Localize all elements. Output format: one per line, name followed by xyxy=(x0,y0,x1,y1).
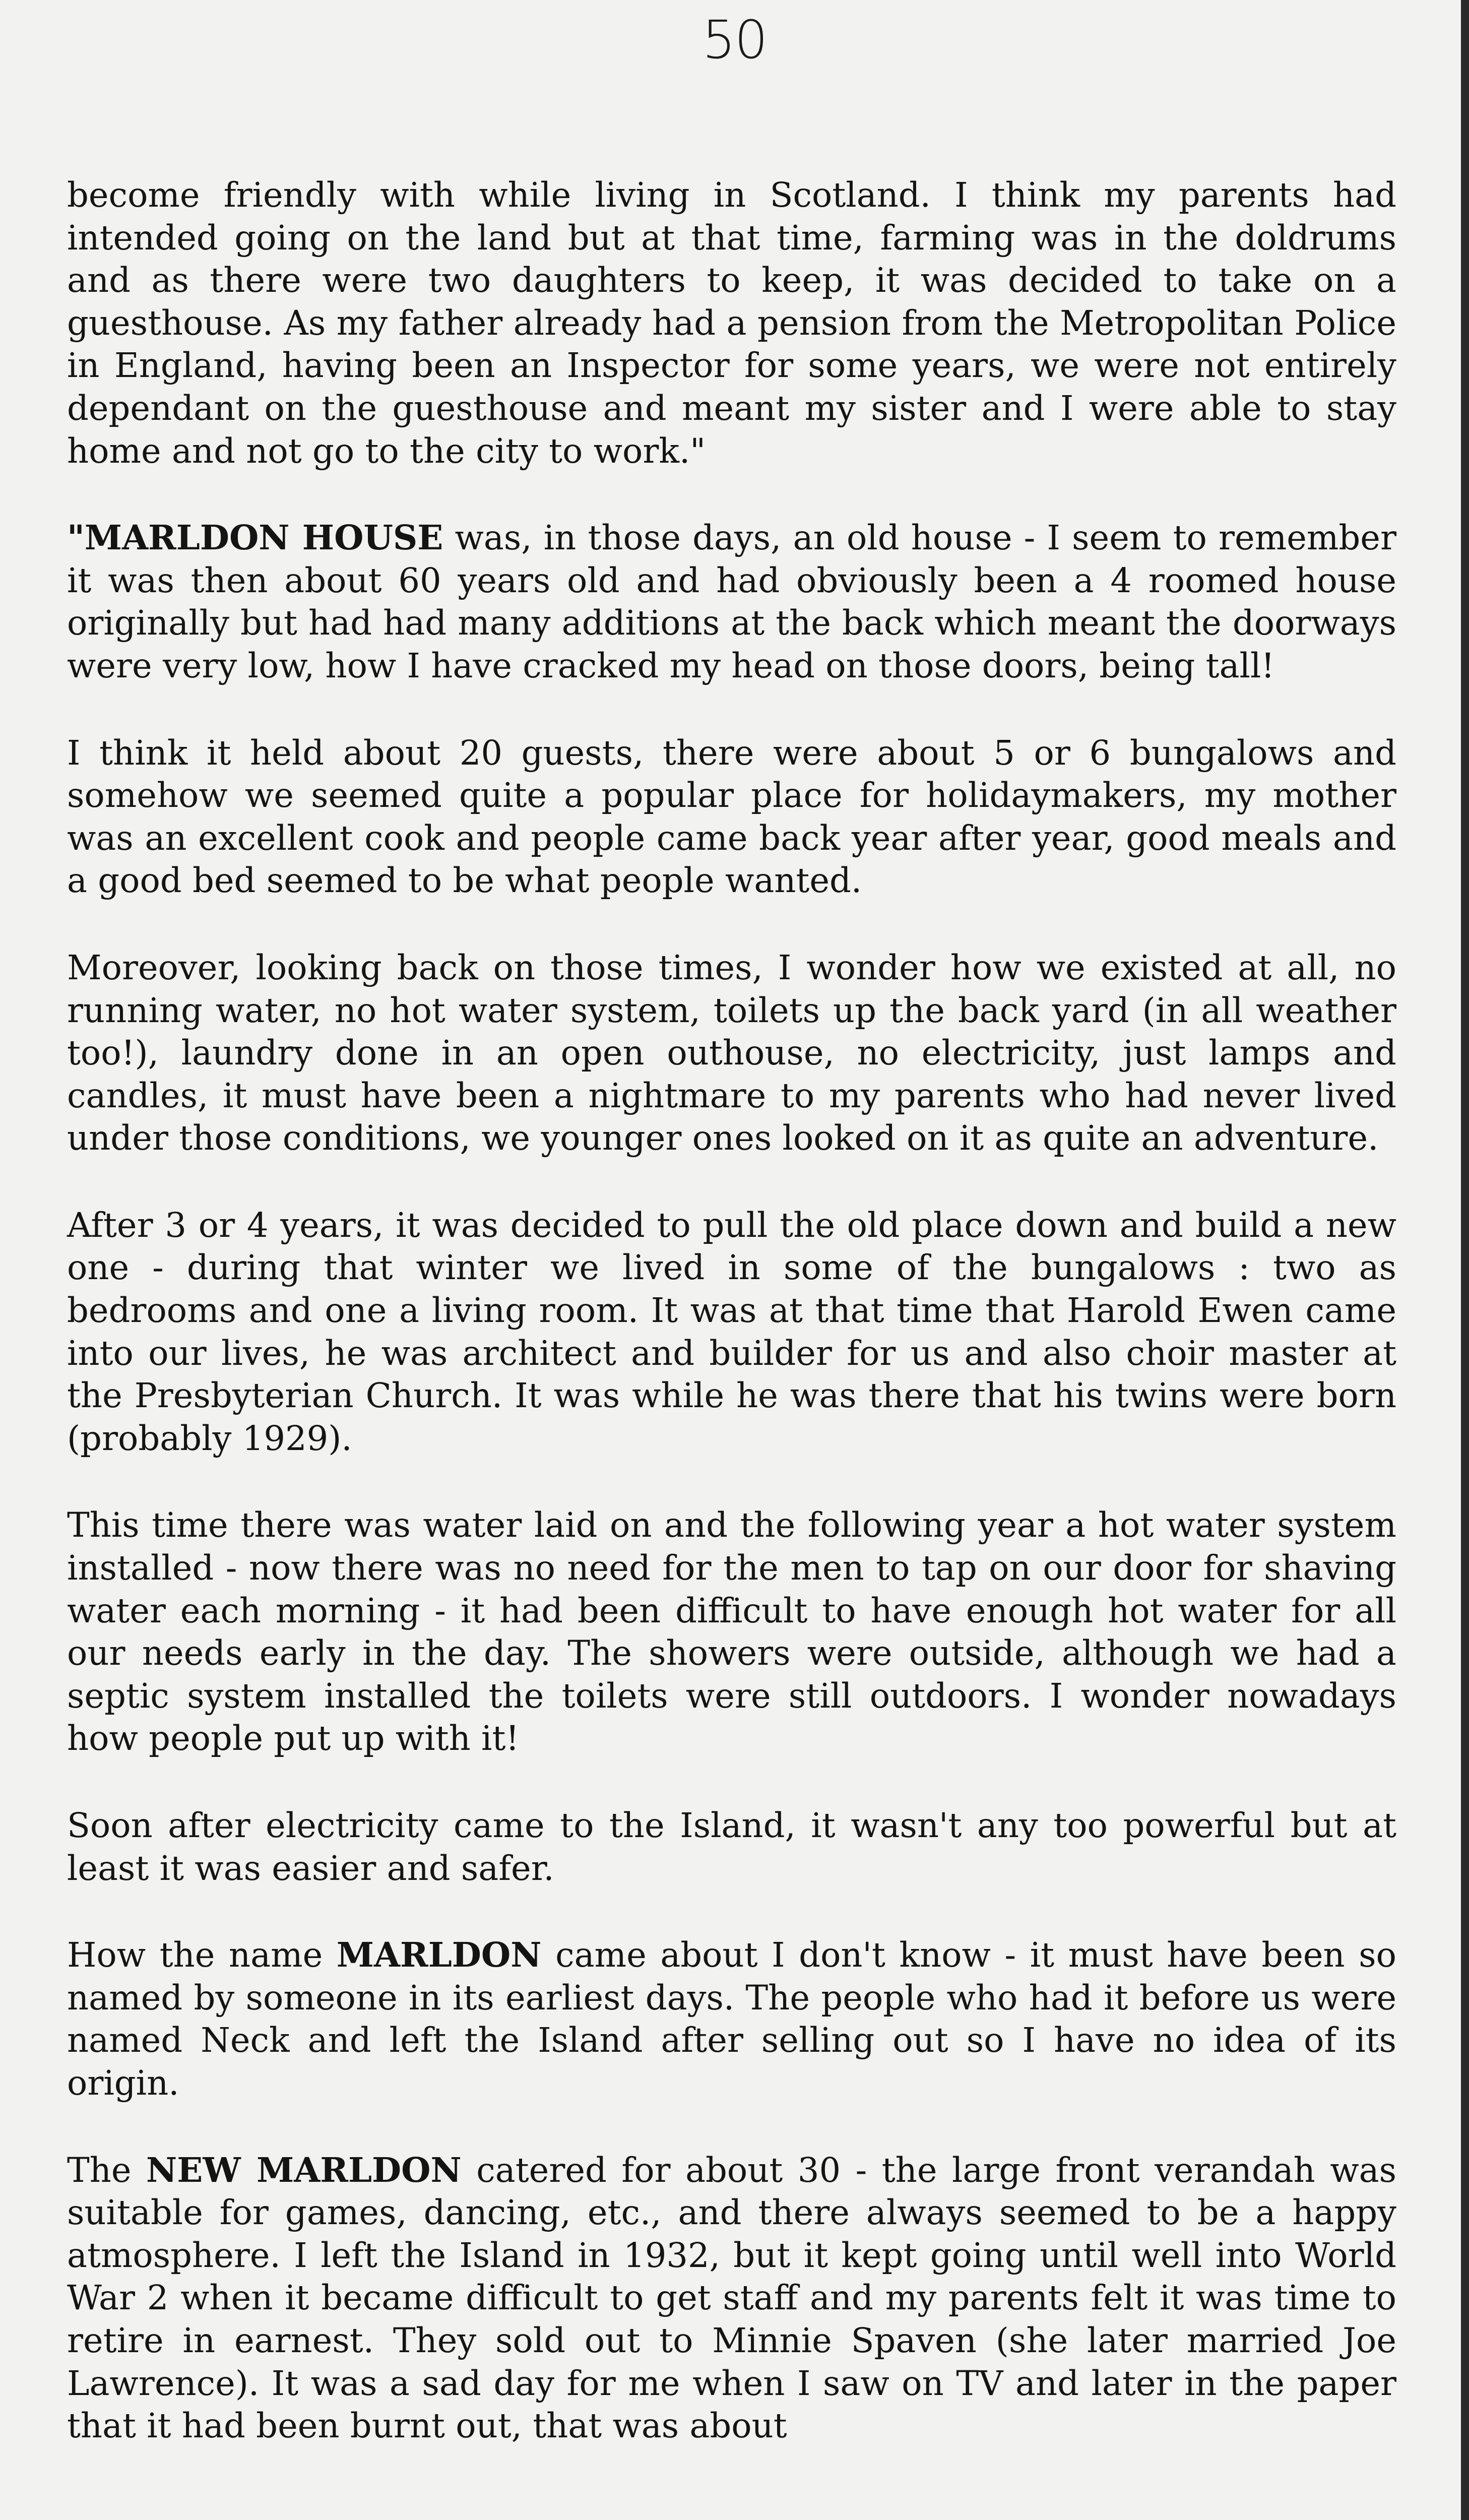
paragraph-2-text: was, in those days, an old house - I seem to remember it was then about 60 years old and had obviously been a 4 roomed house originally but had had many additions at the back which meant the doorways were very low, how I have cracked my head on those doors, being tall! xyxy=(67,518,1396,685)
page-edge-shadow xyxy=(1461,0,1469,2520)
paragraph-9 xyxy=(67,2149,1396,2447)
marldon-name-bold: MARLDON xyxy=(336,1935,542,1975)
paragraph-5: After 3 or 4 years, it was decided to pull the old place down and build a new one - during that winter we lived in some of the bungalows : two as bedrooms and one a living room. It was at that time that Harold Ewen came into our lives, he was architect and builder for us and also choir master at the Presbyterian Church. It was while he was there that his twins were born (probably 1929). xyxy=(67,1205,1396,1458)
paragraph-6: This time there was water laid on and the following year a hot water system installed - now there was no need for the men to tap on our door for shaving water each morning - it had been difficult to have enough hot water for all our needs early in the day. The showers were outside, although we had a septic system installed the toilets were still outdoors. I wonder nowadays how people put up with it! xyxy=(67,1505,1396,1758)
paragraph-4: Moreover, looking back on those times, I wonder how we existed at all, no running water, no hot water system, toilets up the back yard (in all weather too!), laundry done in an open outhouse, no electricity, just lamps and candles, it must have been a nightmare to my parents who had never lived under those conditions, we younger ones looked on it as quite an adventure. xyxy=(67,948,1396,1158)
paragraph-8 xyxy=(67,1934,1396,2104)
paragraph-9-post: catered for about 30 - the large front verandah was suitable for games, dancing, etc., and there always seemed to be a happy atmosphere. I left the Island in 1932, but it kept going until well into World War 2 when it became difficult to get staff and my parents felt it was time to retire in earnest. They sold out to Minnie Spaven (she later married Joe Lawrence). It was a sad day for me when I saw on TV and later in the paper that it had been burnt out, that was about xyxy=(67,2150,1396,2446)
paragraph-2 xyxy=(67,517,1396,687)
new-marldon-bold: NEW MARLDON xyxy=(146,2150,462,2190)
paragraph-9-pre: The xyxy=(67,2150,147,2190)
paragraph-1: become friendly with while living in Scotland. I think my parents had intended going on the land but at that time, farming was in the doldrums and as there were two daughters to keep, it was decided to take on a guesthouse. As my father already had a pension from the Metropolitan Police in England, having been an Inspector for some years, we were not entirely dependant on the guesthouse and meant my sister and I were able to stay home and not go to the city to work." xyxy=(67,175,1396,471)
paragraph-8-pre: How the name xyxy=(67,1935,337,1975)
paragraph-3: I think it held about 20 guests, there were about 5 or 6 bungalows and somehow we seemed quite a popular place for holidaymakers, my mother was an excellent cook and people came back year after year, good meals and a good bed seemed to be what people wanted. xyxy=(67,733,1396,901)
paragraph-8-post: came about I don't know - it must have been so named by someone in its earliest days. The people who had it before us were named Neck and left the Island after selling out so I have no idea of its origin. xyxy=(67,1935,1397,2103)
paragraph-7: Soon after electricity came to the Island, it wasn't any too powerful but at least it was easier and safer. xyxy=(67,1806,1396,1888)
marldon-house-heading: "MARLDON HOUSE xyxy=(67,518,443,558)
page-number: 50 xyxy=(702,9,767,71)
body-text xyxy=(67,174,1396,2447)
